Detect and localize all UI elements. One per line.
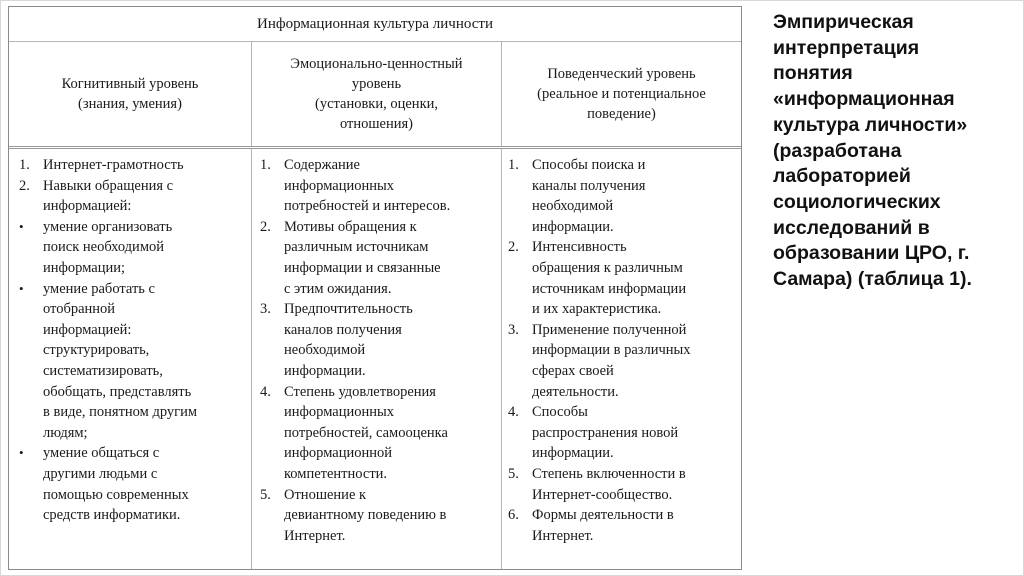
header-emotional-value-level: Эмоционально-ценностный уровень (установки, оценки, отношения) <box>252 42 502 146</box>
list-item-text: Отношение к девиантному поведению в Интернет. <box>284 486 447 544</box>
list-item <box>508 402 737 464</box>
list-item-text: умение работать с отобранной информацией: структурировать, систематизировать, обобщать, представлять в виде, понятном другим людям; <box>43 280 198 441</box>
list-item-text: Степень включенности в Интернет-сообщество. <box>532 465 686 503</box>
list-marker: 3. <box>260 301 271 318</box>
list-item-text: Предпочтительность каналов получения необходимой информации. <box>284 301 413 379</box>
list-item <box>260 299 497 381</box>
list-item-text: Способы распространения новой информации. <box>532 404 679 462</box>
list-item-text: Способы поиска и каналы получения необходимой информации. <box>532 157 646 235</box>
table-body-row <box>9 149 741 569</box>
list-marker: 1. <box>260 157 271 173</box>
list-item <box>19 155 247 176</box>
list-item-text: Мотивы обращения к различным источникам информации и связанные с этим ожидания. <box>284 218 441 297</box>
table-header-row <box>9 42 741 149</box>
bullet-icon: • <box>19 218 24 234</box>
slide-description: Эмпирическая интерпретация понятия «информационная культура личности» (разработана лабораторией социологических исследований в образовании ЦРО, г. Самара) (таблица 1). <box>773 11 972 291</box>
list-item <box>508 464 737 505</box>
list-marker: 5. <box>260 486 271 503</box>
list-marker: 6. <box>508 507 519 524</box>
list-marker: 2. <box>19 177 30 194</box>
list-item <box>508 237 737 319</box>
header-behavioral-level: Поведенческий уровень (реальное и потенциальное поведение) <box>537 66 706 122</box>
bullet-icon: • <box>19 445 24 461</box>
list-item <box>508 155 737 237</box>
list-item <box>19 279 247 444</box>
emotional-value-level-cell <box>252 149 502 569</box>
list-item <box>19 443 247 525</box>
list-marker: 4. <box>508 404 519 421</box>
list-item-text: Применение полученной информации в различных сферах своей деятельности. <box>532 321 691 400</box>
info-culture-table <box>8 6 742 570</box>
list-marker: 1. <box>508 157 519 173</box>
cognitive-level-cell <box>9 149 252 569</box>
list-marker: 4. <box>260 383 271 400</box>
table-title: Информационная культура личности <box>9 7 741 42</box>
list-item <box>508 320 737 402</box>
list-marker: 3. <box>508 321 519 338</box>
list-item-text: Интернет-грамотность <box>43 157 184 173</box>
list-marker: 2. <box>260 218 271 235</box>
list-item <box>19 176 247 217</box>
list-item <box>260 485 497 547</box>
list-item-text: Формы деятельности в Интернет. <box>532 507 674 544</box>
list-marker: 2. <box>508 239 519 256</box>
behavioral-level-cell <box>502 149 741 569</box>
list-item <box>260 155 497 217</box>
list-item-text: умение организовать поиск необходимой информации; <box>43 218 173 276</box>
list-marker: 1. <box>19 157 30 173</box>
list-item <box>260 382 497 485</box>
header-cognitive-level: Когнитивный уровень (знания, умения) <box>9 42 252 146</box>
list-item <box>508 505 737 546</box>
list-item <box>19 217 247 279</box>
list-item-text: умение общаться с другими людьми с помощью современных средств информатики. <box>43 445 189 524</box>
list-item-text: Навыки обращения с информацией: <box>43 177 174 215</box>
list-item-text: Интенсивность обращения к различным источникам информации и их характеристика. <box>532 239 687 318</box>
list-item-text: Содержание информационных потребностей и интересов. <box>284 157 451 215</box>
list-item-text: Степень удовлетворения информационных потребностей, самооценка информационной компетентности. <box>284 383 448 482</box>
bullet-icon: • <box>19 280 24 296</box>
list-item <box>260 217 497 299</box>
list-marker: 5. <box>508 465 519 482</box>
